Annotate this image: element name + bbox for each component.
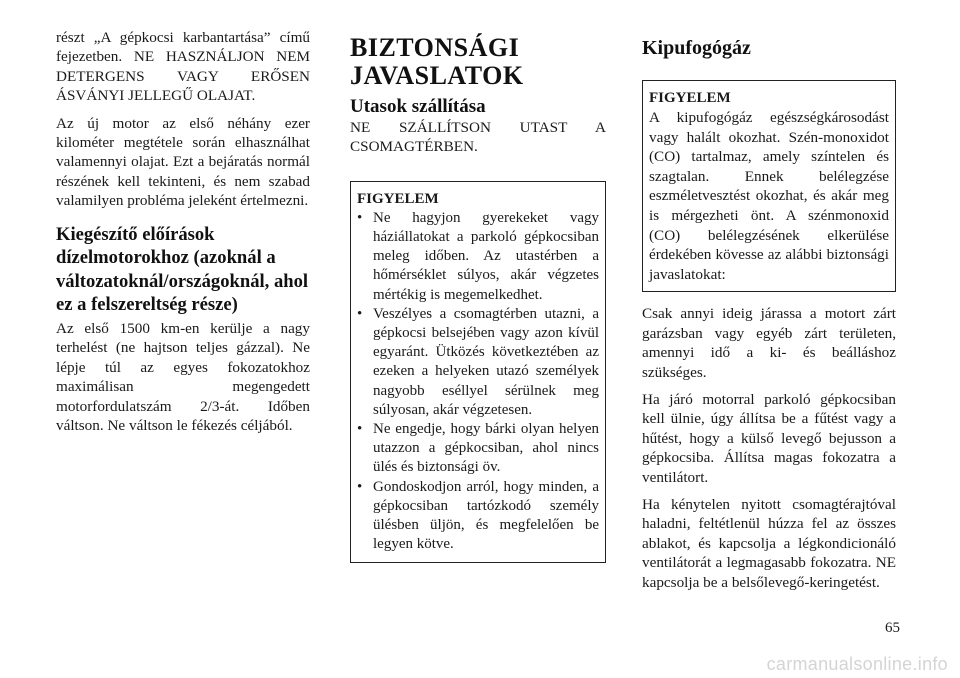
column-right	[642, 28, 896, 592]
warning-list	[357, 209, 599, 555]
warning-title: FIGYELEM	[649, 90, 731, 106]
passengers-paragraph: NE SZÁLLÍTSON UTAST A CSOMAGTÉRBEN.	[350, 119, 606, 156]
diesel-heading: Kiegészítő előírások dízelmotorokhoz (azoknál a változatoknál/országoknál, ahol ez a felszereltség része)	[56, 223, 309, 316]
intro-paragraph: részt „A gépkocsi karbantartása” című fejezetben. NE HASZNÁLJON NEM DETERGENS VAGY ERŐSEN ÁSVÁNYI JELLEGŰ OLAJAT.	[56, 29, 310, 105]
bullet-icon: •	[357, 209, 363, 226]
warning-box-passengers	[350, 181, 606, 564]
watermark: carmanualsonline.info	[766, 654, 948, 674]
warning-item: • Gondoskodjon arról, hogy minden, a gépkocsiban tartózkodó személy ülésben üljön, és megfelelően be legyen kötve.	[357, 478, 599, 553]
warning-title: FIGYELEM	[357, 190, 439, 207]
page-number: 65	[885, 620, 900, 636]
bullet-icon: •	[357, 305, 363, 322]
warning-box-exhaust	[642, 80, 896, 292]
bullet-icon: •	[357, 421, 363, 438]
exhaust-title: Kipufogógáz	[642, 37, 751, 59]
bullet-icon: •	[357, 478, 363, 495]
passengers-heading: Utasok szállítása	[350, 96, 486, 117]
exhaust-paragraph-2: Ha járó motorral parkoló gépkocsiban kell ülnie, úgy állítsa be a fűtést vagy a hűtést, hogy a külső levegő bejusson a gépkocsiba. Állítsa magas fokozatra a ventilátort.	[642, 390, 896, 486]
warning-item: • Ne hagyjon gyerekeket vagy háziállatokat a parkoló gépkocsiban meleg időben. Az utastérben a hőmérséklet súlyos, akár végzetes mértékig is megemelkedhet.	[357, 209, 599, 303]
warning-item: • Ne engedje, hogy bárki olyan helyen utazzon a gépkocsiban, ahol nincs ülés és biztonsági öv.	[357, 421, 599, 476]
exhaust-paragraph-3: Ha kénytelen nyitott csomagtérajtóval haladni, feltétlenül húzza fel az összes ablakot, és kapcsolja a légkondicionáló ventilátorát a legmagasabb fokozatra. NE kapcsolja be a belsőlevegő-keringetést.	[642, 496, 896, 591]
warning-text: A kipufogógáz egészségkárosodást vagy halált okozhat. Szén-monoxidot (CO) tartalmaz, amely színtelen és szagtalan. Ennek belélegzése eszméletvesztést okozhat, és akár meg is mérgezheti önt. A szénmonoxid (CO) belélegzésének elkerülése érdekében kövesse az alábbi biztonsági javaslatokat:	[649, 109, 889, 283]
column-middle	[350, 28, 606, 563]
break-in-paragraph: Az új motor az első néhány ezer kilométer megtétele során elhasználhat valamennyi olajat. Ezt a bejáratás normál részének kell tekinteni, és nem szabad valamilyen probléma jeleként értelmezni.	[56, 114, 310, 210]
exhaust-paragraph-1: Csak annyi ideig járassa a motort zárt garázsban vagy egyéb zárt területen, amennyi idő a ki- és beálláshoz szükséges.	[642, 305, 896, 381]
diesel-paragraph: Az első 1500 km-en kerülje a nagy terhelést (ne hajtson teljes gázzal). Ne lépje túl az egyes fokozatokhoz maximálisan megengedett motorfordulatszám 2/3-át. Időben váltson. Ne váltson le fékezés céljából.	[56, 320, 310, 435]
safety-title: BIZTONSÁGI JAVASLATOK	[350, 33, 524, 90]
column-left	[56, 28, 310, 435]
warning-item: • Veszélyes a csomagtérben utazni, a gépkocsi belsejében vagy azon kívül egyaránt. Ütközés következtében az ezeken a helyeken utazó személyek nagyobb eséllyel sérülnek meg súlyosan, akár végzetesen.	[357, 305, 599, 418]
